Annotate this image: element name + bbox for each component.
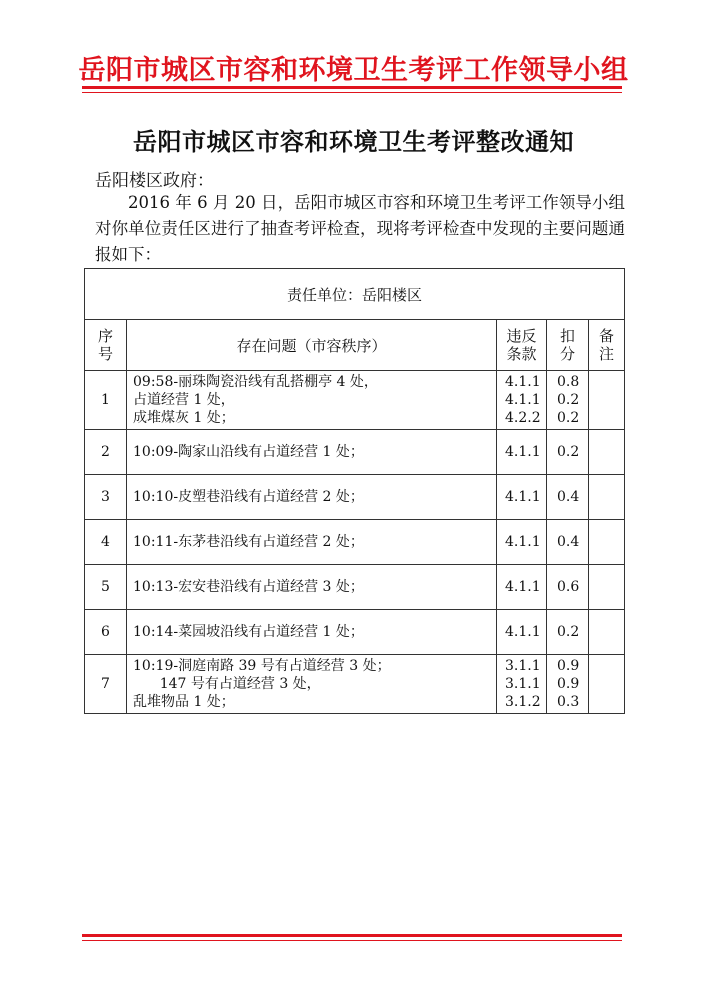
row-issue bbox=[127, 565, 497, 610]
table-row bbox=[85, 371, 625, 430]
row-deduction bbox=[547, 520, 589, 565]
row-code-line: 4.1.1 bbox=[505, 444, 541, 460]
row-seq: 3 bbox=[85, 475, 127, 520]
row-deduction-line: 0.4 bbox=[557, 534, 580, 550]
row-code-line: 4.1.1 bbox=[505, 624, 541, 640]
row-deduction-line: 0.2 bbox=[557, 392, 580, 408]
row-code bbox=[497, 475, 547, 520]
row-issue-line: 10:11-东茅巷沿线有占道经营 2 处； bbox=[133, 534, 364, 550]
row-issue-line: 占道经营 1 处， bbox=[133, 392, 235, 408]
table-row bbox=[85, 520, 625, 565]
table-row bbox=[85, 610, 625, 655]
row-deduction bbox=[547, 655, 589, 714]
row-code bbox=[497, 371, 547, 430]
row-seq: 6 bbox=[85, 610, 127, 655]
letterhead-rule-thin bbox=[82, 92, 622, 93]
row-seq: 7 bbox=[85, 655, 127, 714]
row-deduction bbox=[547, 371, 589, 430]
row-deduction-line: 0.8 bbox=[557, 374, 580, 390]
row-deduction-line: 0.2 bbox=[557, 444, 580, 460]
row-note bbox=[589, 565, 625, 610]
row-seq: 4 bbox=[85, 520, 127, 565]
table-row bbox=[85, 475, 625, 520]
row-issue-line: 10:13-宏安巷沿线有占道经营 3 处； bbox=[133, 579, 364, 595]
header-seq: 序 号 bbox=[85, 320, 127, 371]
row-deduction-line: 0.9 bbox=[557, 676, 580, 692]
row-issue-line: 乱堆物品 1 处； bbox=[133, 694, 235, 710]
responsible-unit: 责任单位：岳阳楼区 bbox=[85, 269, 625, 320]
table-row bbox=[85, 565, 625, 610]
issues-table bbox=[84, 268, 625, 714]
row-issue-line: 10:10-皮塑巷沿线有占道经营 2 处； bbox=[133, 489, 364, 505]
row-issue-line: 10:19-洞庭南路 39 号有占道经营 3 处； bbox=[133, 658, 391, 674]
row-code bbox=[497, 655, 547, 714]
row-note bbox=[589, 520, 625, 565]
row-code-line: 3.1.1 bbox=[505, 676, 541, 692]
row-code-line: 3.1.1 bbox=[505, 658, 541, 674]
header-issue: 存在问题（市容秩序） bbox=[127, 320, 497, 371]
row-seq: 1 bbox=[85, 371, 127, 430]
row-deduction-line: 0.4 bbox=[557, 489, 580, 505]
row-issue-line: 09:58-丽珠陶瓷沿线有乱搭棚亭 4 处， bbox=[133, 374, 378, 390]
row-issue bbox=[127, 430, 497, 475]
row-code-line: 4.1.1 bbox=[505, 579, 541, 595]
row-code-line: 4.1.1 bbox=[505, 534, 541, 550]
row-issue bbox=[127, 475, 497, 520]
addressee: 岳阳楼区政府： bbox=[95, 171, 214, 191]
document-title: 岳阳市城区市容和环境卫生考评整改通知 bbox=[133, 127, 574, 156]
row-code bbox=[497, 565, 547, 610]
body-paragraph: 2016 年 6 月 20 日，岳阳市城区市容和环境卫生考评工作领导小组对你单位责任区进行了抽查考评检查，现将考评检查中发现的主要问题通报如下： bbox=[95, 193, 625, 264]
row-issue bbox=[127, 610, 497, 655]
table-row bbox=[85, 655, 625, 714]
row-deduction-line: 0.3 bbox=[557, 694, 580, 710]
row-deduction-line: 0.9 bbox=[557, 658, 580, 674]
footer-rule-thin bbox=[82, 940, 622, 941]
header-note: 备 注 bbox=[589, 320, 625, 371]
letterhead-rule-thick bbox=[82, 86, 622, 89]
row-code-line: 4.1.1 bbox=[505, 374, 541, 390]
row-issue bbox=[127, 371, 497, 430]
row-note bbox=[589, 371, 625, 430]
row-issue-line: 10:09-陶家山沿线有占道经营 1 处； bbox=[133, 444, 364, 460]
row-code bbox=[497, 610, 547, 655]
table-header-row bbox=[85, 320, 625, 371]
row-code-line: 4.2.2 bbox=[505, 410, 541, 426]
row-seq: 5 bbox=[85, 565, 127, 610]
header-deduction: 扣 分 bbox=[547, 320, 589, 371]
row-note bbox=[589, 430, 625, 475]
row-deduction bbox=[547, 430, 589, 475]
row-deduction bbox=[547, 610, 589, 655]
row-issue-line: 147 号有占道经营 3 处， bbox=[133, 676, 321, 692]
row-deduction bbox=[547, 475, 589, 520]
row-deduction-line: 0.2 bbox=[557, 624, 580, 640]
header-code: 违反 条款 bbox=[497, 320, 547, 371]
row-seq: 2 bbox=[85, 430, 127, 475]
row-code bbox=[497, 520, 547, 565]
row-deduction-line: 0.6 bbox=[557, 579, 580, 595]
row-note bbox=[589, 655, 625, 714]
row-code-line: 3.1.2 bbox=[505, 694, 541, 710]
row-issue bbox=[127, 520, 497, 565]
row-code-line: 4.1.1 bbox=[505, 392, 541, 408]
footer-rule-thick bbox=[82, 934, 622, 937]
row-code-line: 4.1.1 bbox=[505, 489, 541, 505]
row-deduction-line: 0.2 bbox=[557, 410, 580, 426]
row-note bbox=[589, 610, 625, 655]
table-row bbox=[85, 430, 625, 475]
letterhead-title: 岳阳市城区市容和环境卫生考评工作领导小组 bbox=[78, 55, 629, 86]
row-code bbox=[497, 430, 547, 475]
row-issue-line: 成堆煤灰 1 处； bbox=[133, 410, 235, 426]
row-deduction bbox=[547, 565, 589, 610]
row-issue bbox=[127, 655, 497, 714]
row-note bbox=[589, 475, 625, 520]
row-issue-line: 10:14-菜园坡沿线有占道经营 1 处； bbox=[133, 624, 364, 640]
